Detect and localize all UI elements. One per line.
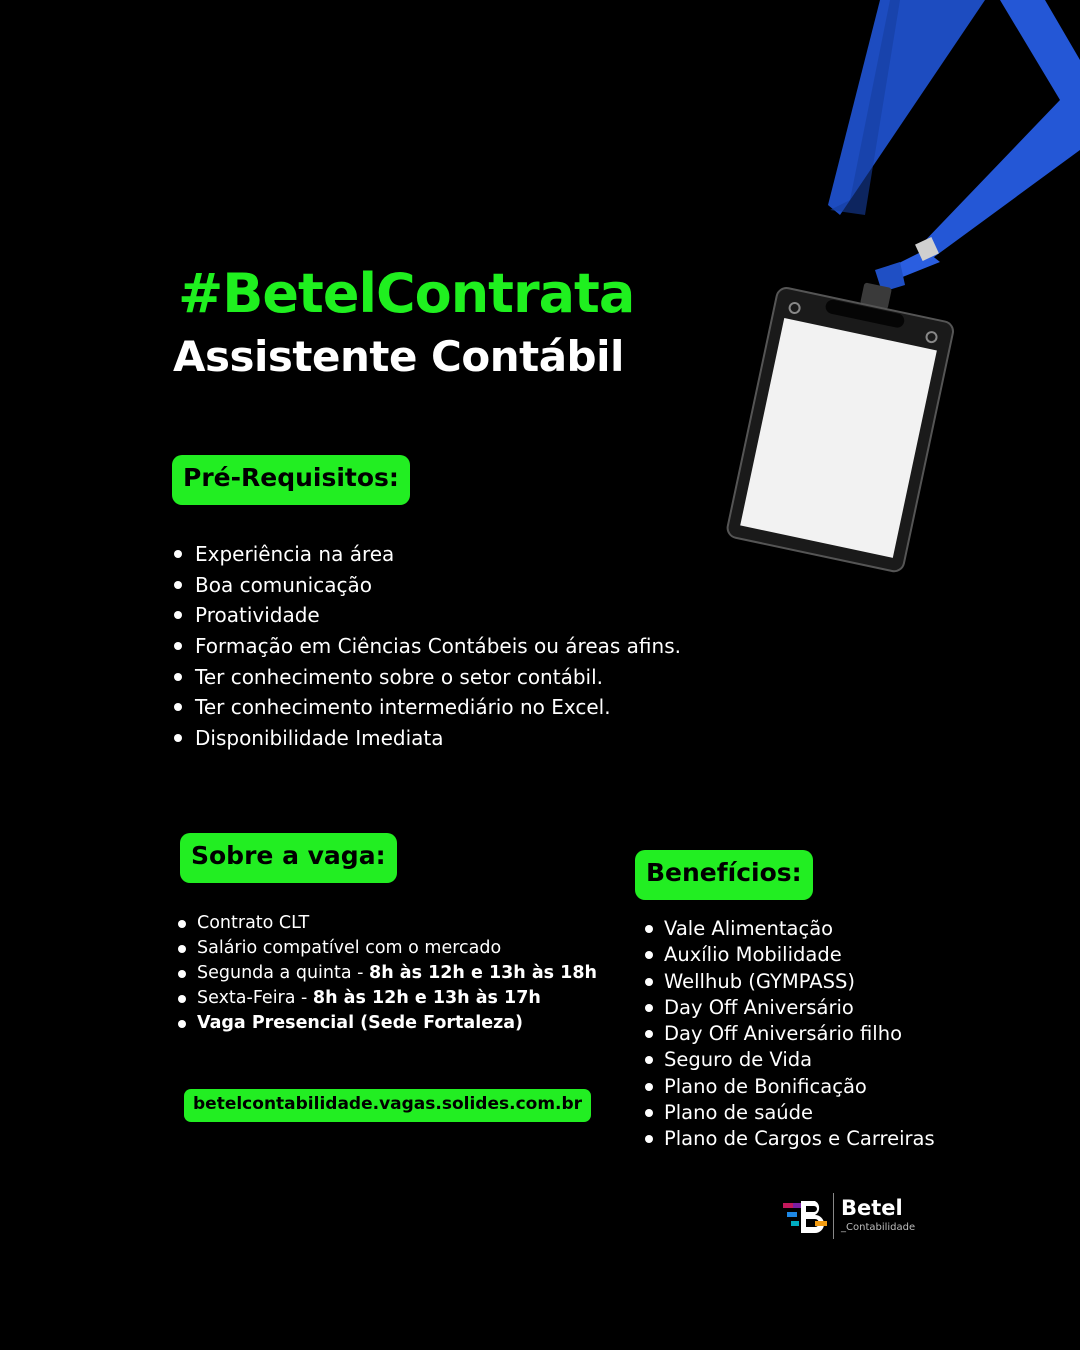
id-badge-lanyard-icon xyxy=(700,0,1080,580)
hashtag-title: #BetelContrata xyxy=(178,262,635,325)
list-item: Disponibilidade Imediata xyxy=(173,723,681,754)
list-item xyxy=(176,936,597,961)
list-item: Day Off Aniversário filho xyxy=(643,1021,935,1047)
list-item: Plano de saúde xyxy=(643,1100,935,1126)
list-item: Proatividade xyxy=(173,600,681,631)
list-item xyxy=(176,1011,597,1036)
job-title: Assistente Contábil xyxy=(173,332,624,381)
list-item xyxy=(176,911,597,936)
list-item: Plano de Bonificação xyxy=(643,1074,935,1100)
item-prefix: Segunda a quinta - xyxy=(197,963,370,983)
list-item: Vale Alimentação xyxy=(643,916,935,942)
item-location: Vaga Presencial (Sede Fortaleza) xyxy=(197,1013,524,1033)
betel-logo xyxy=(783,1193,933,1241)
logo-name: Betel xyxy=(841,1196,903,1220)
betel-logo-icon xyxy=(783,1199,829,1233)
pre-requisitos-list xyxy=(173,539,681,754)
list-item: Ter conhecimento sobre o setor contábil. xyxy=(173,662,681,693)
item-hours: 8h às 12h e 13h às 17h xyxy=(312,988,541,1008)
item-text: Contrato CLT xyxy=(197,913,310,933)
list-item: Boa comunicação xyxy=(173,570,681,601)
list-item: Ter conhecimento intermediário no Excel. xyxy=(173,692,681,723)
pre-requisitos-heading: Pré-Requisitos: xyxy=(172,455,410,505)
list-item: Wellhub (GYMPASS) xyxy=(643,969,935,995)
item-prefix: Sexta-Feira - xyxy=(197,988,313,1008)
list-item: Experiência na área xyxy=(173,539,681,570)
sobre-vaga-list xyxy=(176,911,597,1036)
logo-subtitle: _Contabilidade xyxy=(841,1222,916,1233)
list-item: Seguro de Vida xyxy=(643,1047,935,1073)
list-item: Formação em Ciências Contábeis ou áreas afins. xyxy=(173,631,681,662)
list-item: Plano de Cargos e Carreiras xyxy=(643,1126,935,1152)
list-item xyxy=(176,986,597,1011)
beneficios-heading: Benefícios: xyxy=(635,850,813,900)
logo-divider xyxy=(833,1193,834,1239)
beneficios-list xyxy=(643,916,935,1153)
list-item: Auxílio Mobilidade xyxy=(643,942,935,968)
list-item xyxy=(176,961,597,986)
item-hours: 8h às 12h e 13h às 18h xyxy=(369,963,597,983)
vagas-url-link[interactable]: betelcontabilidade.vagas.solides.com.br xyxy=(184,1089,591,1122)
item-text: Salário compatível com o mercado xyxy=(197,938,502,958)
list-item: Day Off Aniversário xyxy=(643,995,935,1021)
sobre-vaga-heading: Sobre a vaga: xyxy=(180,833,397,883)
